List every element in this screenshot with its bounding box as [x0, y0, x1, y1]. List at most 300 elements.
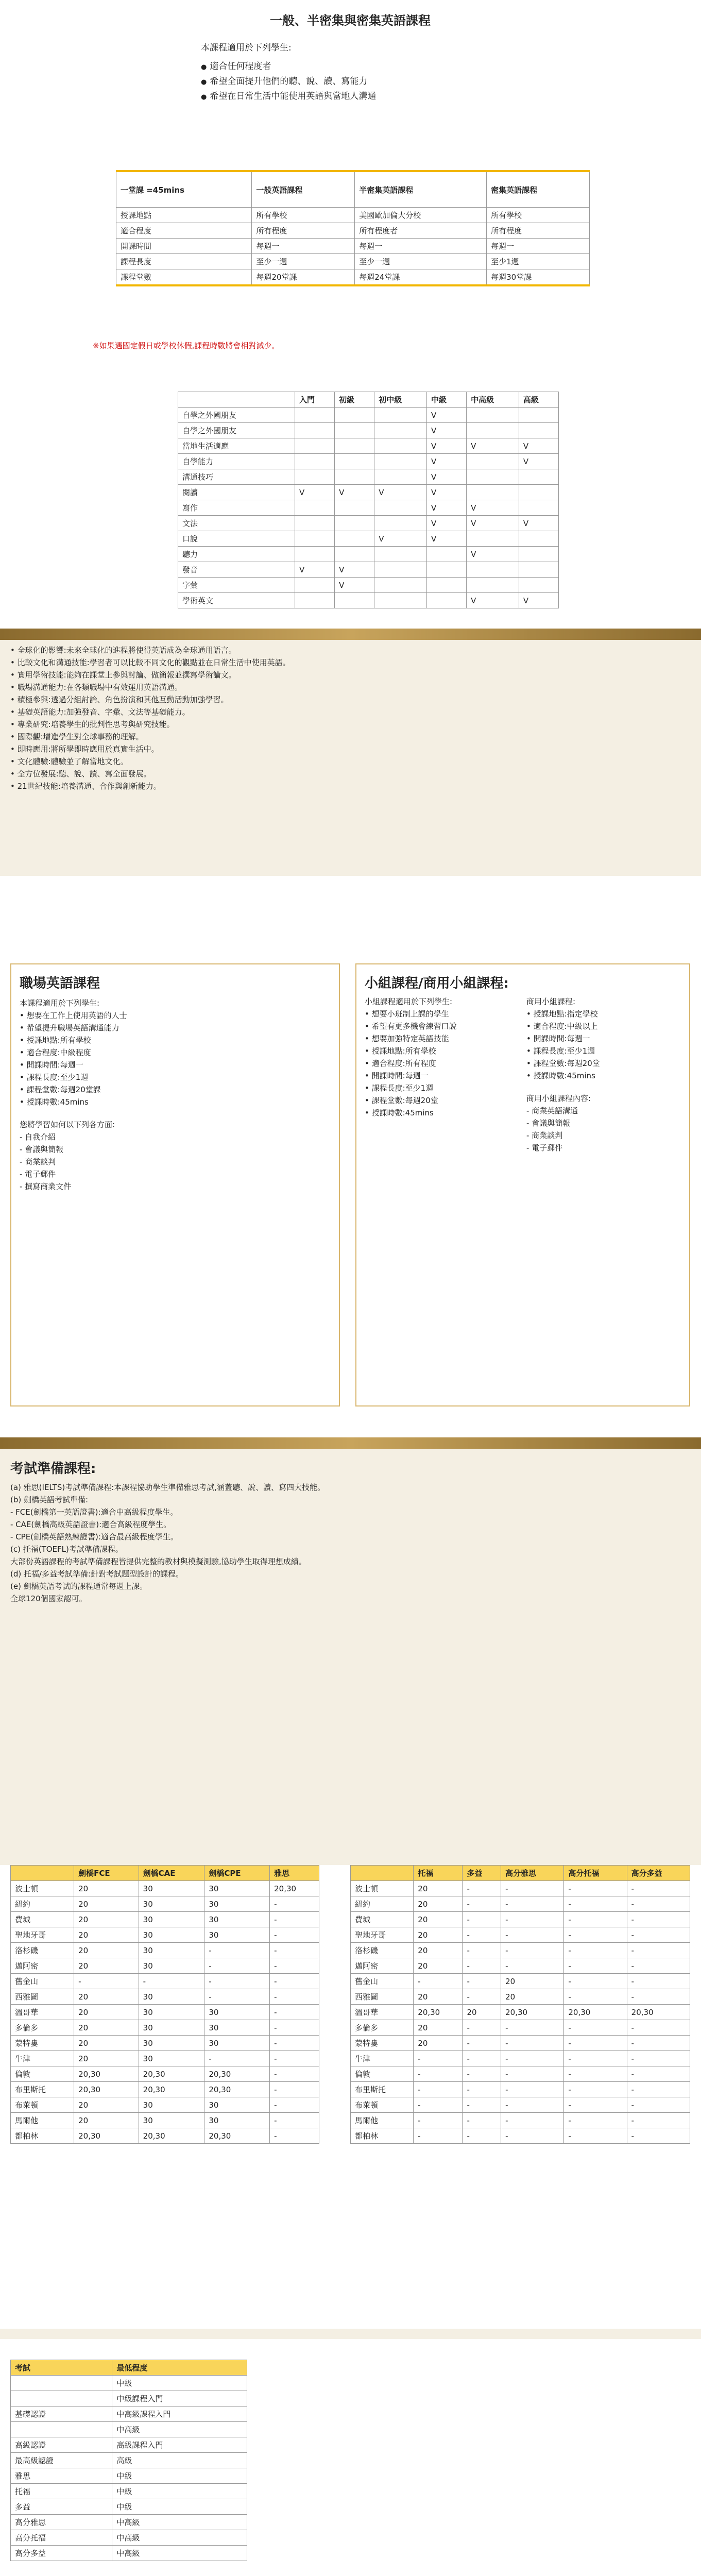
- table-cell: -: [204, 1958, 270, 1974]
- table-cell: -: [463, 2020, 501, 2036]
- general-bullet: ● 希望全面提升他們的聽、說、讀、寫能力: [201, 74, 376, 87]
- table-cell: -: [627, 2066, 690, 2082]
- matrix-row: 學術英文: [178, 593, 295, 608]
- text-line: (a) 雅思(IELTS)考試準備課程:本課程協助學生準備雅思考試,涵蓋聽、說、讀、寫四大技能。: [10, 1483, 326, 1492]
- table-cell: -: [564, 2082, 627, 2097]
- table-cell: -: [564, 1974, 627, 1989]
- table-row: [11, 1989, 319, 2005]
- matrix-col: 中級: [426, 392, 466, 408]
- table-cell: 所有學校: [487, 208, 590, 223]
- table-header: 一般英語課程: [252, 171, 355, 208]
- table-cell: -: [463, 2097, 501, 2113]
- table-cell: -: [627, 2097, 690, 2113]
- table-cell: 適合程度: [116, 223, 252, 239]
- table-cell: -: [204, 1974, 270, 1989]
- table-row: [11, 2020, 319, 2036]
- table-cell: -: [414, 2082, 463, 2097]
- table-cell: 20: [414, 1943, 463, 1958]
- group-col2: [526, 995, 681, 1154]
- table-cell: 20,30: [139, 2128, 204, 2144]
- table-cell: -: [501, 2113, 564, 2128]
- table-cell: 20: [74, 1943, 139, 1958]
- table-cell: -: [501, 2051, 564, 2066]
- table-cell: 30: [139, 1943, 204, 1958]
- table-cell: 邁阿密: [11, 1958, 74, 1974]
- table-row: [351, 2005, 690, 2020]
- table-cell: 30: [139, 2051, 204, 2066]
- table-cell: 所有程度: [252, 223, 355, 239]
- benefit-line: • 積極參與:透過分組討論、角色扮演和其他互動活動加強學習。: [10, 695, 229, 704]
- table-cell: 30: [139, 1881, 204, 1896]
- text-line: • 課程長度:至少1週: [20, 1073, 89, 1082]
- table-cell: 布里斯托: [11, 2082, 74, 2097]
- table-cell: 30: [204, 2020, 270, 2036]
- table-cell: -: [627, 2051, 690, 2066]
- group-col1: [365, 995, 519, 1119]
- table-cell: -: [270, 2020, 319, 2036]
- text-line: • 授課地點:指定學校: [526, 1009, 598, 1019]
- text-line: • 授課地點:所有學校: [365, 1046, 436, 1056]
- text-line: • 想要小班制上課的學生: [365, 1009, 449, 1019]
- table-cell: -: [270, 2051, 319, 2066]
- table-cell: 20,30: [414, 2005, 463, 2020]
- table-cell: 基礎認證: [11, 2406, 112, 2422]
- table-row: [11, 2066, 319, 2082]
- table-cell: -: [204, 2051, 270, 2066]
- table-cell: 至少一週: [355, 254, 487, 269]
- table-row: [11, 2453, 247, 2468]
- benefit-line: • 全方位發展:聽、說、讀、寫全面發展。: [10, 769, 151, 778]
- table-cell: 高分雅思: [11, 2515, 112, 2530]
- table-cell: -: [564, 1927, 627, 1943]
- table-cell: -: [501, 2020, 564, 2036]
- table-cell: 至少一週: [252, 254, 355, 269]
- table-cell: 30: [204, 2097, 270, 2113]
- table-cell: 中級: [112, 2499, 247, 2515]
- table-cell: 邁阿密: [351, 1958, 414, 1974]
- table-cell: -: [463, 2113, 501, 2128]
- table-header: 考試: [11, 2360, 112, 2376]
- table-header: 劍橋CPE: [204, 1866, 270, 1881]
- table-cell: 布萊頓: [351, 2097, 414, 2113]
- text-line: • 授課時數:45mins: [365, 1108, 434, 1117]
- table-cell: 20,30: [74, 2066, 139, 2082]
- table-cell: 牛津: [11, 2051, 74, 2066]
- table-cell: -: [627, 1881, 690, 1896]
- text-line: 全球120個國家認可。: [10, 1594, 87, 1603]
- table-cell: 30: [139, 2005, 204, 2020]
- text-line: - CPE(劍橋英語熟練證書):適合最高級程度學生。: [10, 1532, 178, 1541]
- table-header: 劍橋FCE: [74, 1866, 139, 1881]
- table-row: [351, 2082, 690, 2097]
- table-row: [11, 2036, 319, 2051]
- matrix-row: 溝通技巧: [178, 469, 295, 485]
- table-header: 托福: [414, 1866, 463, 1881]
- table-row: [11, 2391, 247, 2406]
- text-line: • 課程長度:至少1週: [365, 1083, 434, 1093]
- table-cell: 20: [74, 1958, 139, 1974]
- table-cell: -: [463, 2036, 501, 2051]
- table-cell: 紐約: [351, 1896, 414, 1912]
- benefit-line: • 比較文化和溝通技能:學習者可以比較不同文化的觀點並在日常生活中使用英語。: [10, 658, 290, 667]
- table-cell: -: [270, 2082, 319, 2097]
- table-cell: 20: [501, 1989, 564, 2005]
- general-intro: 本課程適用於下列學生:: [201, 43, 292, 53]
- text-line: - 電子郵件: [526, 1143, 563, 1153]
- general-bullet: ● 希望在日常生活中能使用英語與當地人溝通: [201, 89, 376, 101]
- table-cell: 30: [204, 1881, 270, 1896]
- table-cell: 課程堂數: [116, 269, 252, 286]
- table-cell: -: [270, 2066, 319, 2082]
- table-cell: 每週一: [355, 239, 487, 254]
- table-cell: -: [564, 1943, 627, 1958]
- table-cell: -: [501, 2066, 564, 2082]
- table-cell: 20: [414, 1896, 463, 1912]
- table-cell: 西雅圖: [11, 1989, 74, 2005]
- table-cell: 20: [501, 1974, 564, 1989]
- table-cell: 溫哥華: [11, 2005, 74, 2020]
- table-cell: 20: [414, 1881, 463, 1896]
- text-line: - FCE(劍橋第一英語證書):適合中高級程度學生。: [10, 1507, 178, 1517]
- table-cell: 授課地點: [116, 208, 252, 223]
- table-cell: [11, 2422, 112, 2437]
- table-cell: 舊金山: [351, 1974, 414, 1989]
- text-line: - 撰寫商業文件: [20, 1182, 72, 1191]
- matrix-col: 中高級: [467, 392, 519, 408]
- benefit-line: • 基礎英語能力:加強發音、字彙、文法等基礎能力。: [10, 707, 190, 717]
- table-cell: -: [270, 1958, 319, 1974]
- table-row: [11, 2546, 247, 2561]
- table-cell: 費城: [351, 1912, 414, 1927]
- table-cell: 20,30: [501, 2005, 564, 2020]
- table-cell: -: [270, 2005, 319, 2020]
- table-cell: 20,30: [204, 2128, 270, 2144]
- matrix-row: 聽力: [178, 547, 295, 562]
- table-cell: -: [627, 1958, 690, 1974]
- table-row: [11, 2005, 319, 2020]
- general-title: 一般、半密集與密集英語課程: [270, 13, 431, 28]
- table-header: 半密集英語課程: [355, 171, 487, 208]
- table-cell: -: [627, 2082, 690, 2097]
- table-cell: 30: [139, 1896, 204, 1912]
- text-line: • 適合程度:所有程度: [365, 1059, 436, 1068]
- group-title: 小組課程/商用小組課程:: [365, 976, 509, 991]
- table-cell: 20: [414, 1989, 463, 2005]
- benefit-line: • 文化體驗:體驗並了解當地文化。: [10, 757, 128, 766]
- table-cell: -: [463, 1912, 501, 1927]
- table-cell: 20: [74, 2097, 139, 2113]
- table-cell: 雅思: [11, 2468, 112, 2484]
- table-cell: 30: [204, 1896, 270, 1912]
- table-cell: -: [463, 1989, 501, 2005]
- text-line: • 開課時間:每週一: [365, 1071, 429, 1080]
- table-cell: -: [414, 2128, 463, 2144]
- table-cell: -: [270, 2128, 319, 2144]
- text-line: 商用小組課程:: [526, 997, 576, 1006]
- text-line: • 開課時間:每週一: [20, 1060, 83, 1070]
- table-cell: 開課時間: [116, 239, 252, 254]
- table-cell: 牛津: [351, 2051, 414, 2066]
- benefit-line: • 專業研究:培養學生的批判性思考與研究技能。: [10, 720, 175, 729]
- text-line: - 電子郵件: [20, 1170, 56, 1179]
- text-line: (c) 托福(TOEFL)考試準備課程。: [10, 1545, 123, 1554]
- text-line: 本課程適用於下列學生:: [20, 998, 100, 1008]
- table-cell: 中級: [112, 2376, 247, 2391]
- table-row: [11, 1974, 319, 1989]
- table-cell: -: [564, 2097, 627, 2113]
- benefit-line: • 實用學術技能:能夠在課堂上參與討論、做簡報並撰寫學術論文。: [10, 670, 236, 680]
- general-footnote: ※如果遇國定假日或學校休假,課程時數將會相對減少。: [93, 341, 280, 350]
- table-cell: -: [564, 2020, 627, 2036]
- table-cell: -: [627, 2113, 690, 2128]
- table-cell: -: [564, 1912, 627, 1927]
- benefits-list: [10, 644, 690, 792]
- table-row: [11, 2530, 247, 2546]
- table-cell: 所有學校: [252, 208, 355, 223]
- table-cell: 中級: [112, 2484, 247, 2499]
- table-cell: -: [414, 2113, 463, 2128]
- table-cell: -: [74, 1974, 139, 1989]
- table-cell: 費城: [11, 1912, 74, 1927]
- text-line: • 想要加強特定英語技能: [365, 1034, 449, 1043]
- text-line: • 課程堂數:每週20堂: [526, 1059, 600, 1068]
- table-cell: 洛杉磯: [351, 1943, 414, 1958]
- table-cell: -: [463, 2051, 501, 2066]
- table-cell: 洛杉磯: [11, 1943, 74, 1958]
- table-row: [351, 2066, 690, 2082]
- table-cell: 高級認證: [11, 2437, 112, 2453]
- table-cell: -: [627, 2128, 690, 2144]
- table-cell: 布里斯托: [351, 2082, 414, 2097]
- table-row: [11, 1943, 319, 1958]
- table-cell: 中高級: [112, 2422, 247, 2437]
- table-cell: -: [463, 1927, 501, 1943]
- table-cell: 30: [204, 2036, 270, 2051]
- table-cell: -: [564, 2066, 627, 2082]
- table-row: [351, 1896, 690, 1912]
- table-cell: 30: [204, 2113, 270, 2128]
- table-cell: -: [463, 2128, 501, 2144]
- table-cell: [11, 2376, 112, 2391]
- table-cell: -: [501, 1958, 564, 1974]
- table-cell: -: [414, 2051, 463, 2066]
- table-cell: -: [139, 1974, 204, 1989]
- table-cell: -: [270, 1927, 319, 1943]
- matrix-row: 文法: [178, 516, 295, 531]
- table-row: [11, 2468, 247, 2484]
- table-row: [11, 1958, 319, 1974]
- text-line: • 希望有更多機會練習口說: [365, 1022, 457, 1031]
- table-cell: 30: [139, 1912, 204, 1927]
- table-row: [11, 1896, 319, 1912]
- text-line: • 授課地點:所有學校: [20, 1036, 91, 1045]
- text-line: - 商業談判: [20, 1157, 56, 1166]
- matrix-col: 高級: [519, 392, 558, 408]
- table-cell: 20: [74, 1927, 139, 1943]
- table-row: [11, 2422, 247, 2437]
- table-cell: 每週30堂課: [487, 269, 590, 286]
- table-cell: -: [564, 1958, 627, 1974]
- table-cell: -: [270, 1896, 319, 1912]
- text-line: - 會議與簡報: [20, 1145, 64, 1154]
- table-cell: 每週一: [487, 239, 590, 254]
- table-cell: 30: [204, 1912, 270, 1927]
- matrix-row: 自學之外國朋友: [178, 408, 295, 423]
- table-cell: 20,30: [74, 2082, 139, 2097]
- table-cell: 高級課程入門: [112, 2437, 247, 2453]
- table-cell: 中高級: [112, 2530, 247, 2546]
- table-cell: -: [564, 2113, 627, 2128]
- table-cell: -: [501, 2082, 564, 2097]
- table-cell: 20,30: [74, 2128, 139, 2144]
- table-cell: 聖地牙哥: [351, 1927, 414, 1943]
- table-cell: -: [270, 1912, 319, 1927]
- table-row: [351, 2036, 690, 2051]
- table-cell: 倫敦: [351, 2066, 414, 2082]
- table-cell: 多倫多: [351, 2020, 414, 2036]
- table-row: [11, 2082, 319, 2097]
- text-line: (d) 托福/多益考試準備:針對考試題型設計的課程。: [10, 1569, 184, 1579]
- table-cell: -: [270, 1989, 319, 2005]
- table-cell: -: [270, 1943, 319, 1958]
- table-cell: 中級課程入門: [112, 2391, 247, 2406]
- business-lines: [20, 997, 331, 1193]
- text-line: 商用小組課程內容:: [526, 1094, 591, 1103]
- table-header: 高分多益: [627, 1866, 690, 1881]
- group-course-box: [355, 963, 690, 1406]
- text-line: • 開課時間:每週一: [526, 1034, 590, 1043]
- table-cell: 馬爾他: [11, 2113, 74, 2128]
- table-cell: 高分多益: [11, 2546, 112, 2561]
- text-line: - 會議與簡報: [526, 1118, 571, 1128]
- table-row: [351, 1881, 690, 1896]
- divider-bar: [0, 1437, 701, 1449]
- table-cell: -: [501, 1943, 564, 1958]
- table-cell: -: [501, 1896, 564, 1912]
- table-header: 一堂課 =45mins: [116, 171, 252, 208]
- table-cell: -: [270, 2036, 319, 2051]
- text-line: - 商業英語溝通: [526, 1106, 578, 1115]
- table-cell: 20: [74, 2020, 139, 2036]
- table-cell: 蒙特婁: [11, 2036, 74, 2051]
- table-header: 劍橋CAE: [139, 1866, 204, 1881]
- table-cell: 30: [139, 2113, 204, 2128]
- table-cell: 30: [139, 2020, 204, 2036]
- table-cell: 20,30: [204, 2066, 270, 2082]
- table-cell: -: [270, 2097, 319, 2113]
- section-general-english: [0, 0, 701, 361]
- benefit-line: • 國際觀:增進學生對全球事務的理解。: [10, 732, 144, 741]
- table-row: [351, 2128, 690, 2144]
- table-header: 密集英語課程: [487, 171, 590, 208]
- text-line: (e) 劍橋英語考試的課程通常每週上課。: [10, 1582, 147, 1591]
- table-cell: 高級: [112, 2453, 247, 2468]
- table-cell: 20,30: [270, 1881, 319, 1896]
- exam-lines: [10, 1481, 680, 1605]
- table-cell: 多倫多: [11, 2020, 74, 2036]
- table-cell: -: [414, 2097, 463, 2113]
- table-cell: -: [463, 1958, 501, 1974]
- table-header: [11, 1866, 74, 1881]
- table-cell: -: [501, 1881, 564, 1896]
- matrix-col: 入門: [295, 392, 335, 408]
- table-cell: 20: [74, 2113, 139, 2128]
- text-line: • 授課時數:45mins: [20, 1097, 89, 1107]
- benefit-line: • 全球化的影響:未來全球化的進程將使得英語成為全球通用語言。: [10, 646, 236, 655]
- table-cell: 中高級課程入門: [112, 2406, 247, 2422]
- table-cell: 20: [463, 2005, 501, 2020]
- table-cell: -: [564, 2128, 627, 2144]
- benefit-line: • 21世紀技能:培養溝通、合作與創新能力。: [10, 782, 161, 791]
- table-cell: 溫哥華: [351, 2005, 414, 2020]
- table-cell: 所有程度: [487, 223, 590, 239]
- table-row: [351, 1943, 690, 1958]
- table-cell: 課程長度: [116, 254, 252, 269]
- table-header: 雅思: [270, 1866, 319, 1881]
- table-cell: -: [627, 1927, 690, 1943]
- table-cell: -: [463, 1896, 501, 1912]
- table-cell: 20: [74, 2005, 139, 2020]
- table-cell: 每週24堂課: [355, 269, 487, 286]
- cambridge-table: [10, 1865, 319, 2144]
- table-row: [11, 1912, 319, 1927]
- table-row: [351, 1974, 690, 1989]
- table-cell: 波士頓: [11, 1881, 74, 1896]
- general-bullets: [201, 57, 376, 104]
- table-cell: 都柏林: [351, 2128, 414, 2144]
- table-row: [11, 2484, 247, 2499]
- table-row: [11, 2051, 319, 2066]
- table-cell: 紐約: [11, 1896, 74, 1912]
- table-cell: 20,30: [139, 2082, 204, 2097]
- table-cell: 20: [414, 2036, 463, 2051]
- table-cell: 蒙特婁: [351, 2036, 414, 2051]
- table-cell: 20: [74, 2036, 139, 2051]
- table-cell: 30: [139, 1927, 204, 1943]
- benefit-line: • 即時應用:將所學即時應用於真實生活中。: [10, 744, 159, 754]
- divider-bar: [0, 629, 701, 640]
- table-row: [11, 2113, 319, 2128]
- table-cell: -: [463, 2066, 501, 2082]
- table-cell: 所有程度者: [355, 223, 487, 239]
- table-row: [11, 2515, 247, 2530]
- table-header: [351, 1866, 414, 1881]
- table-row: [351, 2051, 690, 2066]
- table-cell: 20,30: [139, 2066, 204, 2082]
- text-line: • 授課時數:45mins: [526, 1071, 595, 1080]
- table-cell: 20,30: [204, 2082, 270, 2097]
- table-cell: -: [627, 1912, 690, 1927]
- table-cell: 布萊頓: [11, 2097, 74, 2113]
- table-cell: 20: [74, 1912, 139, 1927]
- matrix-row: 口說: [178, 531, 295, 547]
- table-cell: [11, 2391, 112, 2406]
- matrix-row: 字彙: [178, 578, 295, 593]
- table-row: [351, 1989, 690, 2005]
- table-row: [351, 2020, 690, 2036]
- table-header: 多益: [463, 1866, 501, 1881]
- table-cell: 20: [414, 2020, 463, 2036]
- table-cell: -: [564, 2036, 627, 2051]
- table-cell: 每週20堂課: [252, 269, 355, 286]
- benefit-line: • 職場溝通能力:在各類職場中有效運用英語溝通。: [10, 683, 182, 692]
- table-cell: 20: [414, 1912, 463, 1927]
- matrix-row: 發音: [178, 562, 295, 578]
- text-line: - 商業談判: [526, 1131, 563, 1140]
- table-header: 高分托福: [564, 1866, 627, 1881]
- table-row: [11, 1927, 319, 1943]
- table-cell: -: [501, 2036, 564, 2051]
